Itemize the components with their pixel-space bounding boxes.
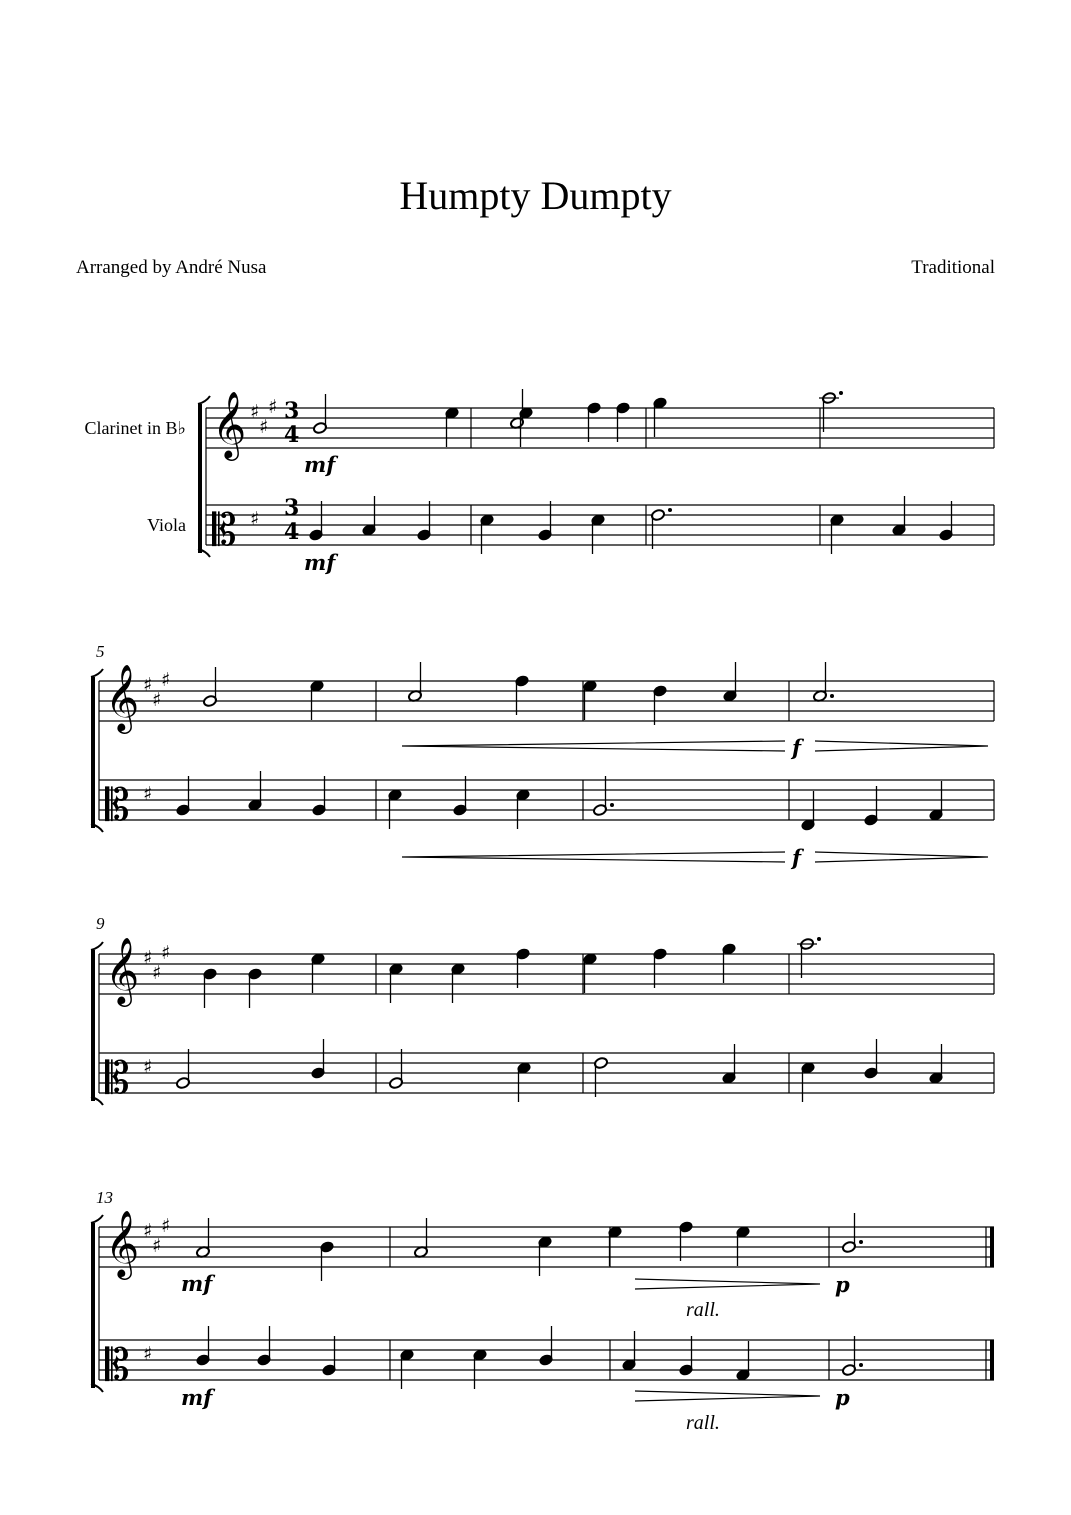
augmentation-dot	[830, 694, 834, 698]
alto-clef-icon: 𝄡	[212, 505, 237, 556]
decrescendo-hairpin	[635, 1391, 820, 1401]
augmentation-dot	[668, 508, 672, 512]
treble-clef-icon: 𝄞	[105, 663, 140, 731]
bracket-cap	[91, 942, 103, 950]
measure-number: 5	[96, 642, 105, 661]
measure-number: 13	[96, 1188, 113, 1207]
time-signature-bottom: 4	[284, 422, 300, 448]
sharp-icon: ♯	[152, 1235, 162, 1257]
alto-clef-icon: 𝄡	[105, 1340, 130, 1391]
sharp-icon: ♯	[250, 401, 260, 423]
dynamic-mf: mf	[304, 452, 336, 477]
bracket-cap	[91, 669, 103, 677]
measure-number: 9	[96, 914, 105, 933]
sharp-icon: ♯	[259, 416, 269, 438]
augmentation-dot	[817, 937, 821, 941]
dynamic-mf: mf	[181, 1385, 213, 1410]
sharp-icon: ♯	[161, 1215, 171, 1237]
tempo-rall: rall.	[686, 1412, 720, 1434]
sharp-icon: ♯	[161, 669, 171, 691]
notation-layer	[91, 389, 994, 1401]
sharp-icon: ♯	[250, 508, 260, 530]
decrescendo-hairpin	[815, 741, 988, 751]
alto-clef-icon: 𝄡	[105, 780, 130, 831]
dynamic-p: p	[835, 1385, 850, 1410]
sharp-icon: ♯	[143, 783, 153, 805]
bracket-cap	[91, 1215, 103, 1223]
composer-credit: Traditional	[911, 257, 995, 278]
score-title: Humpty Dumpty	[399, 173, 672, 218]
sharp-icon: ♯	[268, 396, 278, 418]
time-signature-top: 3	[284, 495, 300, 521]
sharp-icon: ♯	[143, 674, 153, 696]
tempo-rall: rall.	[686, 1299, 720, 1321]
dynamic-p: p	[835, 1272, 850, 1297]
alto-clef-icon: 𝄡	[105, 1053, 130, 1104]
system-bracket	[198, 404, 202, 553]
system-bracket	[91, 677, 95, 828]
sharp-icon: ♯	[143, 1343, 153, 1365]
sharp-icon: ♯	[143, 947, 153, 969]
dynamic-mf: mf	[181, 1271, 213, 1296]
augmentation-dot	[839, 391, 843, 395]
sharp-icon: ♯	[143, 1056, 153, 1078]
sharp-icon: ♯	[152, 962, 162, 984]
instrument-label-clarinet: Clarinet in B♭	[84, 418, 186, 438]
decrescendo-hairpin	[815, 852, 988, 862]
dynamic-f: f	[792, 735, 802, 760]
augmentation-dot	[859, 1363, 863, 1367]
sharp-icon: ♯	[152, 689, 162, 711]
decrescendo-hairpin	[635, 1279, 820, 1289]
arranger-credit: Arranged by André Nusa	[76, 257, 267, 278]
system-bracket	[91, 950, 95, 1101]
system-bracket	[91, 1223, 95, 1388]
time-signature-top: 3	[284, 398, 300, 424]
treble-clef-icon: 𝄞	[212, 390, 247, 458]
augmentation-dot	[610, 803, 614, 807]
dynamic-f: f	[792, 845, 802, 870]
dynamic-mf: mf	[304, 550, 336, 575]
treble-clef-icon: 𝄞	[105, 1209, 140, 1277]
crescendo-hairpin	[402, 852, 785, 862]
final-barline-thick	[990, 1227, 994, 1267]
bracket-cap	[198, 396, 210, 404]
sharp-icon: ♯	[161, 942, 171, 964]
crescendo-hairpin	[402, 741, 785, 751]
time-signature-bottom: 4	[284, 519, 300, 545]
sharp-icon: ♯	[143, 1220, 153, 1242]
final-barline-thick	[990, 1340, 994, 1380]
augmentation-dot	[859, 1240, 863, 1244]
instrument-label-viola: Viola	[147, 515, 186, 535]
treble-clef-icon: 𝄞	[105, 936, 140, 1004]
